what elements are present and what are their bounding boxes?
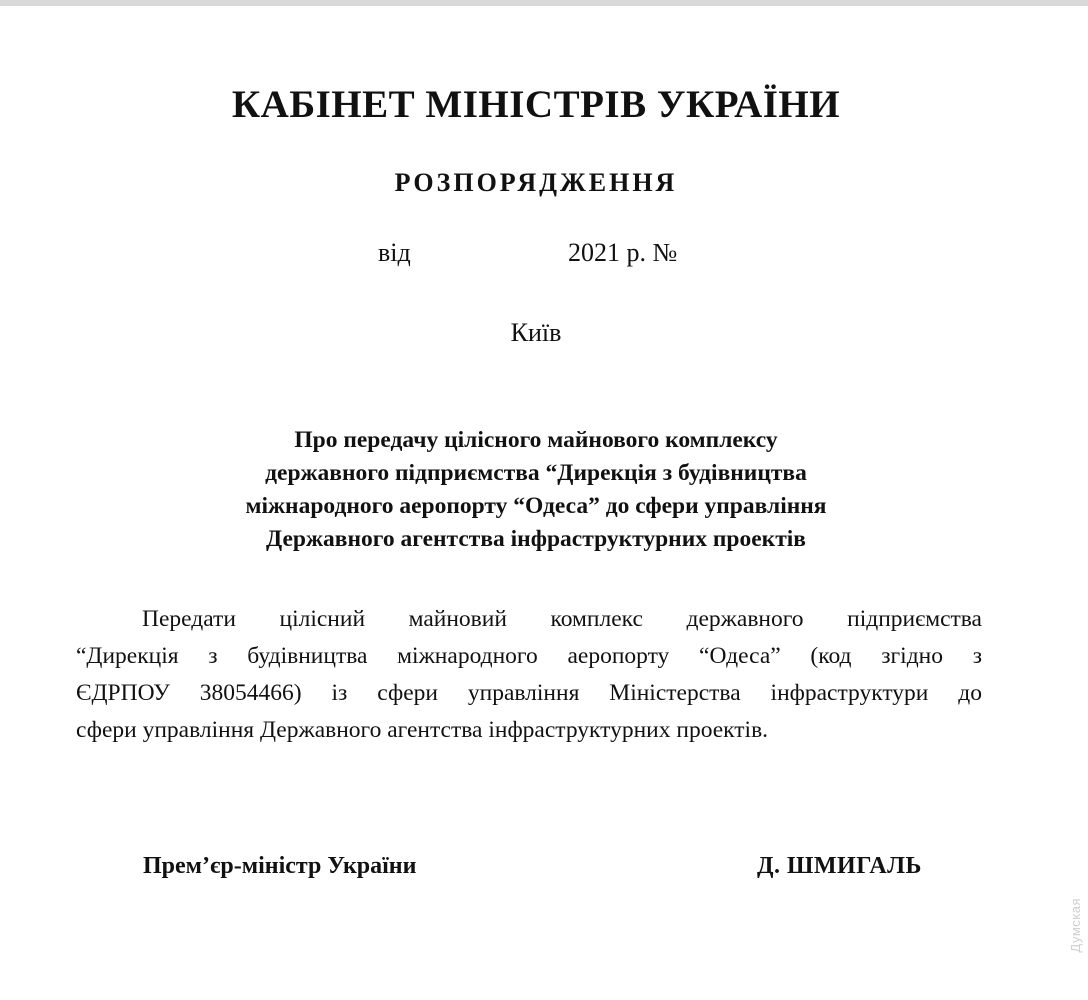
document-type-heading: РОЗПОРЯДЖЕННЯ bbox=[394, 168, 678, 197]
body-line: “Дирекція з будівництва міжнародного аеропорту “Одеса” (код згідно з bbox=[76, 643, 982, 669]
institution-heading: КАБІНЕТ МІНІСТРІВ УКРАЇНИ bbox=[231, 83, 841, 126]
signature-role: Прем’єр-міністр України bbox=[143, 853, 417, 879]
signature-name: Д. ШМИГАЛЬ bbox=[757, 853, 922, 879]
scan-top-band bbox=[0, 0, 1088, 6]
city-label: Київ bbox=[510, 318, 562, 347]
date-year-number: 2021 р. № bbox=[568, 238, 678, 267]
watermark bbox=[1062, 898, 1088, 998]
title-line: Державного агентства інфраструктурних проектів bbox=[266, 526, 806, 552]
body-line: Передати цілісний майновий комплекс державного підприємства bbox=[142, 606, 982, 632]
document-body bbox=[76, 601, 982, 749]
title-line: міжнародного аеропорту “Одеса” до сфери управління bbox=[245, 493, 827, 519]
title-line: Про передачу цілісного майнового комплексу bbox=[294, 427, 778, 453]
title-line: державного підприємства “Дирекція з будівництва bbox=[265, 460, 807, 486]
date-prefix: від bbox=[378, 238, 411, 267]
document-title bbox=[120, 424, 952, 556]
body-line: сфери управління Державного агентства інфраструктурних проектів. bbox=[76, 717, 769, 743]
body-line: ЄДРПОУ 38054466) із сфери управління Міністерства інфраструктури до bbox=[76, 680, 982, 706]
watermark-text: Думская bbox=[1068, 898, 1083, 953]
